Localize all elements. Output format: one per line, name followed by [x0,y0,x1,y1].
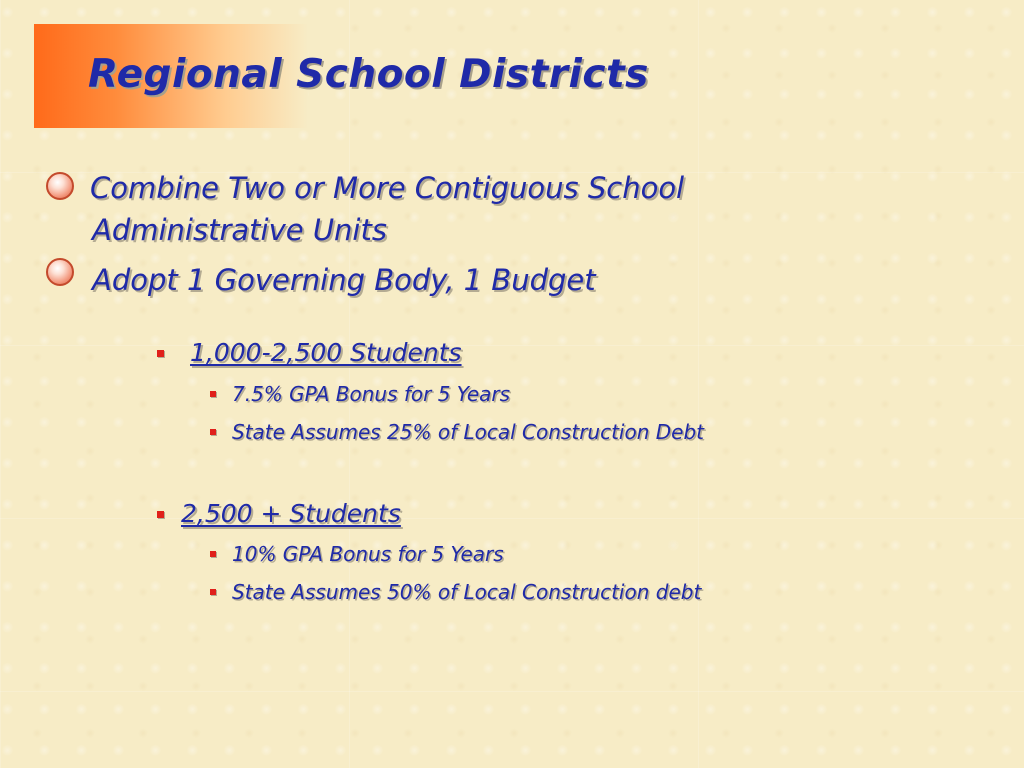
square-bullet-icon [210,551,216,557]
tier-2-item-2: State Assumes 50% of Local Construction debt [232,580,702,604]
square-bullet-icon [157,511,164,518]
tier-2-item-1: 10% GPA Bonus for 5 Years [232,542,504,566]
main-bullet-2: Adopt 1 Governing Body, 1 Budget [92,263,596,297]
main-bullet-1-line-2: Administrative Units [92,213,387,247]
tier-1-item-2: State Assumes 25% of Local Construction Debt [232,420,704,444]
square-bullet-icon [157,350,164,357]
tier-2-heading: 2,500 + Students [181,499,401,528]
circle-bullet-icon [46,172,74,200]
tier-1-item-1: 7.5% GPA Bonus for 5 Years [232,382,511,406]
circle-bullet-icon [46,258,74,286]
square-bullet-icon [210,589,216,595]
square-bullet-icon [210,429,216,435]
slide-title: Regional School Districts [88,52,649,97]
main-bullet-1-line-1: Combine Two or More Contiguous School [90,171,685,205]
square-bullet-icon [210,391,216,397]
tier-1-heading: 1,000-2,500 Students [190,338,462,367]
